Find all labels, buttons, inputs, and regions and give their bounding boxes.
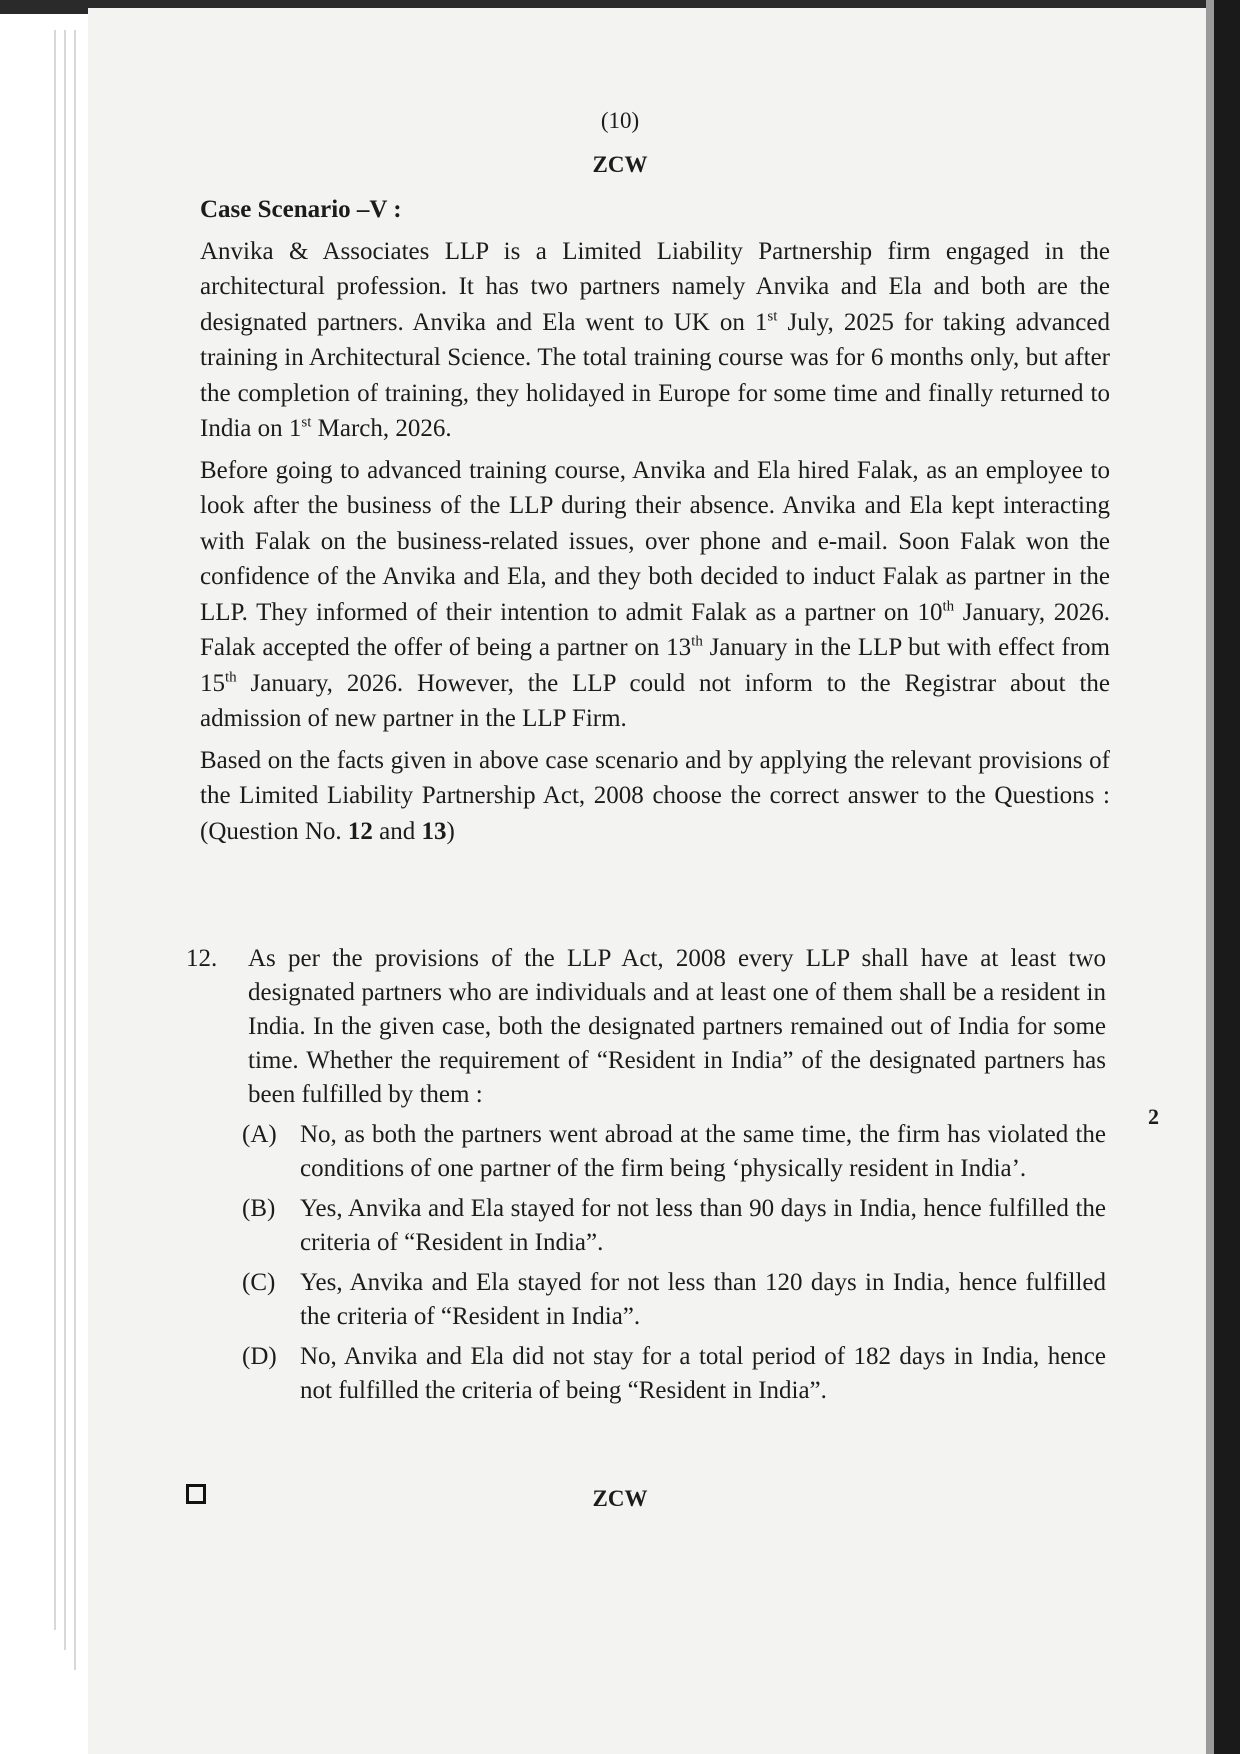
option-label: (B): [242, 1195, 276, 1222]
option-text: Yes, Anvika and Ela stayed for not less than 90 days in India, hence fulfilled the criteria of “Resident in India”.: [300, 1195, 1106, 1256]
page-stack-edge: [74, 30, 76, 1670]
option-b: [242, 1192, 1106, 1260]
option-c: [242, 1266, 1106, 1334]
case-paragraph-2: Before going to advanced training course, Anvika and Ela hired Falak, as an employee to look after the business of the LLP during their absence. Anvika and Ela kept interacting with Falak on the business-related issues, over phone and e-mail. Soon Falak won the confidence of the Anvika and Ela, and they both decided to induct Falak as partner in the LLP. They informed of their intention to admit Falak as a partner on 10th January, 2026. Falak accepted the offer of being a partner on 13th January in the LLP but with effect from 15th January, 2026. However, the LLP could not inform to the Registrar about the admission of new partner in the LLP Firm.: [200, 456, 1110, 732]
footer-paper-code: ZCW: [592, 1486, 648, 1511]
page-stack-edge: [64, 30, 66, 1650]
option-text: No, Anvika and Ela did not stay for a total period of 182 days in India, hence not fulfilled the criteria of being “Resident in India”.: [300, 1343, 1106, 1404]
option-label: (D): [242, 1343, 277, 1370]
option-text: No, as both the partners went abroad at the same time, the firm has violated the conditions of one partner of the firm being ‘physically resident in India’.: [300, 1121, 1106, 1182]
option-text: Yes, Anvika and Ela stayed for not less than 120 days in India, hence fulfilled the criteria of “Resident in India”.: [300, 1269, 1106, 1330]
question-12: [186, 942, 1106, 1408]
option-label: (A): [242, 1121, 277, 1148]
case-paragraph-1: Anvika & Associates LLP is a Limited Liability Partnership firm engaged in the architectural profession. It has two partners namely Anvika and Ela and both are the designated partners. Anvika and Ela went to UK on 1st July, 2025 for taking advanced training in Architectural Science. The total training course was for 6 months only, but after the completion of training, they holidayed in Europe for some time and finally returned to India on 1st March, 2026.: [200, 237, 1110, 442]
option-d: [242, 1340, 1106, 1408]
page-stack-edge: [54, 30, 56, 1630]
case-paragraph-3: Based on the facts given in above case scenario and by applying the relevant provisions of the Limited Liability Partnership Act, 2008 choose the correct answer to the Questions : (Question No. 12 and 13): [200, 746, 1110, 845]
case-scenario: [200, 192, 1110, 855]
question-text: As per the provisions of the LLP Act, 2008 every LLP shall have at least two designated partners who are individuals and at least one of them shall be a resident in India. In the given case, both the designated partners remained out of India for some time. Whether the requirement of “Resident in India” of the designated partners has been fulfilled by them :: [248, 945, 1106, 1108]
page-number: (10): [600, 108, 640, 133]
option-a: [242, 1118, 1106, 1186]
question-marks: 2: [1148, 1104, 1159, 1129]
option-label: (C): [242, 1269, 276, 1296]
case-heading: Case Scenario –V :: [200, 196, 402, 223]
question-number: 12.: [186, 945, 218, 972]
paper-code: ZCW: [592, 152, 648, 177]
